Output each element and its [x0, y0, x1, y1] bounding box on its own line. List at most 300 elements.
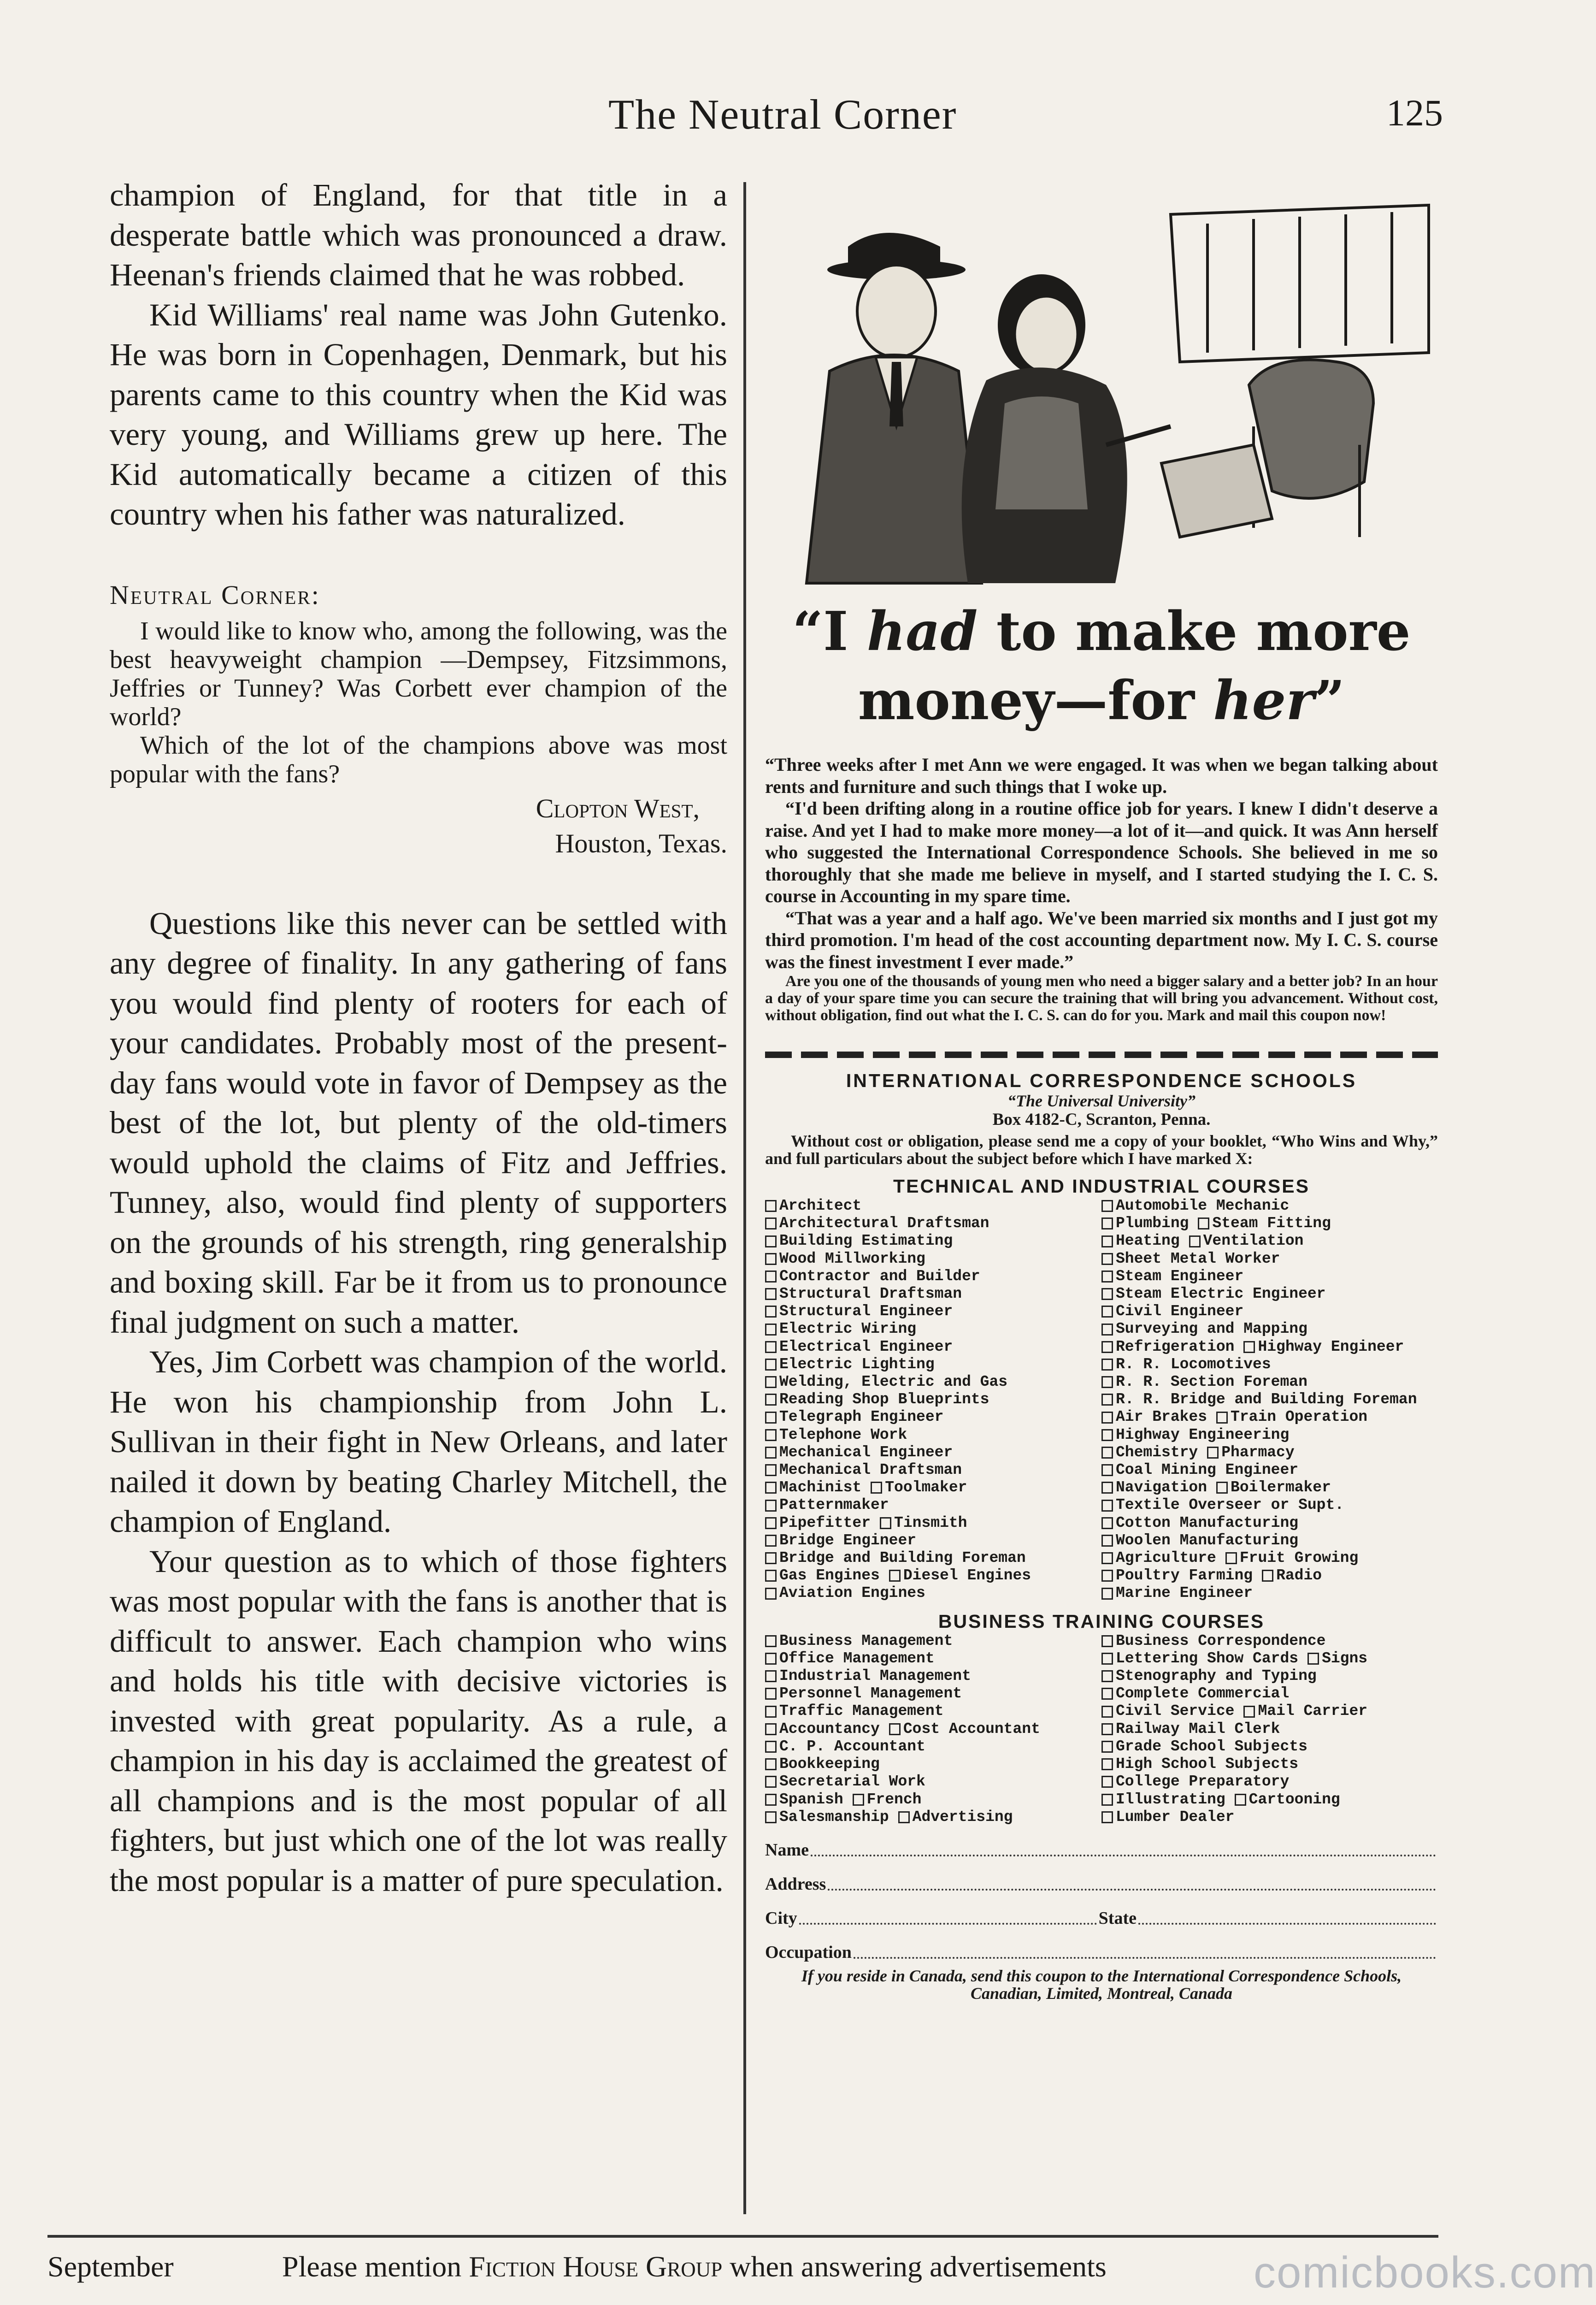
- course-label: Train Operation: [1231, 1408, 1368, 1426]
- course-option[interactable]: [1101, 1338, 1234, 1356]
- course-checkbox[interactable]: [1216, 1482, 1228, 1494]
- course-checkbox[interactable]: [765, 1306, 777, 1318]
- course-checkbox[interactable]: [1101, 1500, 1113, 1512]
- course-checkbox[interactable]: [765, 1670, 777, 1682]
- course-checkbox[interactable]: [1101, 1758, 1113, 1770]
- course-option[interactable]: [765, 1773, 925, 1791]
- course-label: Automobile Mechanic: [1116, 1197, 1290, 1214]
- course-row: [1101, 1479, 1438, 1496]
- course-row: [1101, 1632, 1438, 1650]
- course-label: Steam Electric Engineer: [1116, 1285, 1326, 1303]
- course-checkbox[interactable]: [1101, 1570, 1113, 1582]
- course-checkbox[interactable]: [765, 1741, 777, 1753]
- course-row: [765, 1303, 1101, 1320]
- course-checkbox[interactable]: [1101, 1324, 1113, 1336]
- couple-illustration: [765, 187, 1438, 588]
- course-label: Mechanical Engineer: [779, 1443, 953, 1461]
- course-row: [765, 1514, 1101, 1532]
- course-option[interactable]: [1101, 1702, 1234, 1720]
- course-checkbox[interactable]: [1101, 1447, 1113, 1459]
- fill-line[interactable]: [854, 1942, 1436, 1959]
- course-checkbox[interactable]: [1101, 1535, 1113, 1547]
- course-label: Navigation: [1116, 1479, 1207, 1496]
- course-option[interactable]: [765, 1755, 880, 1773]
- course-row: [765, 1532, 1101, 1549]
- course-checkbox[interactable]: [1207, 1447, 1219, 1459]
- course-row: [765, 1702, 1101, 1720]
- course-option[interactable]: [765, 1408, 943, 1426]
- course-option[interactable]: [765, 1285, 962, 1303]
- course-label: Telephone Work: [779, 1426, 907, 1443]
- course-row: [1101, 1567, 1438, 1584]
- course-option[interactable]: [1216, 1479, 1331, 1496]
- course-option[interactable]: [1243, 1702, 1367, 1720]
- course-label: Mail Carrier: [1258, 1702, 1368, 1720]
- course-checkbox[interactable]: [1101, 1741, 1113, 1753]
- course-option[interactable]: [765, 1250, 925, 1268]
- article-paragraph: champion of England, for that title in a desperate battle which was pronounced a draw. Heenan's friends claimed that he was robbed.: [110, 177, 727, 292]
- course-option[interactable]: [765, 1303, 953, 1320]
- course-checkbox[interactable]: [765, 1464, 777, 1476]
- course-option[interactable]: [1101, 1250, 1280, 1268]
- course-checkbox[interactable]: [765, 1341, 777, 1353]
- course-row: [1101, 1197, 1438, 1215]
- course-option[interactable]: [1101, 1514, 1298, 1532]
- course-option[interactable]: [1101, 1408, 1207, 1426]
- course-option[interactable]: [765, 1356, 935, 1373]
- course-checkbox[interactable]: [1101, 1517, 1113, 1529]
- course-option[interactable]: [1101, 1479, 1207, 1496]
- course-label: Machinist: [779, 1479, 862, 1496]
- course-row: [765, 1461, 1101, 1479]
- course-label: Cost Accountant: [903, 1720, 1040, 1738]
- course-label: Gas Engines: [779, 1567, 880, 1584]
- name-field[interactable]: [765, 1840, 1438, 1860]
- course-option[interactable]: [1101, 1650, 1298, 1667]
- course-checkbox[interactable]: [853, 1794, 864, 1806]
- course-option[interactable]: [1101, 1632, 1325, 1650]
- course-option[interactable]: [765, 1567, 880, 1584]
- course-checkbox[interactable]: [765, 1688, 777, 1700]
- course-label: Civil Service: [1116, 1702, 1235, 1720]
- course-checkbox[interactable]: [871, 1482, 882, 1494]
- course-checkbox[interactable]: [1101, 1670, 1113, 1682]
- course-label: Cotton Manufacturing: [1116, 1514, 1299, 1531]
- course-checkbox[interactable]: [1101, 1218, 1113, 1229]
- course-option[interactable]: [1235, 1791, 1340, 1809]
- course-label: Grade School Subjects: [1116, 1738, 1307, 1755]
- course-checkbox[interactable]: [1101, 1359, 1113, 1371]
- course-option[interactable]: [871, 1479, 967, 1496]
- course-option[interactable]: [1101, 1667, 1317, 1685]
- course-row: [1101, 1667, 1438, 1685]
- headline-part: “I: [792, 600, 867, 663]
- course-checkbox[interactable]: [1101, 1706, 1113, 1718]
- course-option[interactable]: [765, 1338, 953, 1356]
- course-option[interactable]: [1101, 1685, 1289, 1702]
- course-row: [765, 1285, 1101, 1303]
- course-option[interactable]: [1101, 1320, 1307, 1338]
- letter-signature-block: [110, 791, 727, 861]
- course-option[interactable]: [1101, 1232, 1180, 1250]
- course-label: Electric Lighting: [779, 1355, 935, 1373]
- course-label: French: [866, 1791, 922, 1808]
- course-label: Accountancy: [779, 1720, 880, 1738]
- letter-paragraph: Which of the lot of the champions above was most popular with the fans?: [110, 731, 727, 788]
- course-option[interactable]: [1101, 1549, 1216, 1567]
- footer-rule: [47, 2235, 1438, 2238]
- coupon-motto: “The Universal University”: [1007, 1092, 1196, 1110]
- course-label: Contractor and Builder: [779, 1267, 980, 1285]
- course-option[interactable]: [765, 1373, 1007, 1391]
- headline-part: ”: [1314, 669, 1345, 732]
- course-option[interactable]: [765, 1549, 1026, 1567]
- course-option[interactable]: [765, 1632, 953, 1650]
- course-label: Textile Overseer or Supt.: [1116, 1496, 1344, 1514]
- course-checkbox[interactable]: [765, 1552, 777, 1564]
- course-option[interactable]: [765, 1197, 861, 1215]
- course-label: Building Estimating: [779, 1232, 953, 1250]
- course-row: [1101, 1391, 1438, 1408]
- footer-note-text: Please mention: [282, 2250, 469, 2283]
- course-option[interactable]: [765, 1667, 971, 1685]
- course-checkbox[interactable]: [765, 1412, 777, 1424]
- course-row: [765, 1426, 1101, 1444]
- course-option[interactable]: [1101, 1773, 1289, 1791]
- course-checkbox[interactable]: [1235, 1794, 1246, 1806]
- course-row: [765, 1320, 1101, 1338]
- course-checkbox[interactable]: [765, 1235, 777, 1247]
- course-label: Toolmaker: [885, 1479, 967, 1496]
- course-label: Coal Mining Engineer: [1116, 1461, 1299, 1479]
- course-checkbox[interactable]: [889, 1723, 901, 1735]
- course-option[interactable]: [765, 1514, 871, 1532]
- footer-note-text: when answering advertisements: [722, 2250, 1107, 2283]
- course-option[interactable]: [1101, 1496, 1344, 1514]
- course-option[interactable]: [1101, 1738, 1307, 1755]
- course-checkbox[interactable]: [765, 1811, 777, 1823]
- course-checkbox[interactable]: [1101, 1235, 1113, 1247]
- course-checkbox[interactable]: [765, 1376, 777, 1388]
- footer-brand: Fiction House Group: [469, 2250, 723, 2283]
- course-row: [1101, 1303, 1438, 1320]
- course-row: [765, 1496, 1101, 1514]
- course-option[interactable]: [1101, 1426, 1289, 1444]
- course-option[interactable]: [880, 1514, 967, 1532]
- headline-emphasis: had: [866, 600, 978, 663]
- course-row: [1101, 1773, 1438, 1791]
- business-courses-heading: BUSINESS TRAINING COURSES: [938, 1610, 1265, 1632]
- course-checkbox[interactable]: [765, 1253, 777, 1265]
- course-checkbox[interactable]: [765, 1635, 777, 1647]
- course-row: [765, 1391, 1101, 1408]
- course-option[interactable]: [1262, 1567, 1322, 1584]
- course-label: Electric Wiring: [779, 1320, 917, 1338]
- course-option[interactable]: [1101, 1791, 1225, 1809]
- course-column: [1101, 1632, 1438, 1826]
- ad-paragraph: “I'd been drifting along in a routine office job for years. I knew I didn't deserve a raise. And yet I had to make more money—a lot of it—and quick. It was Ann herself who suggested the International Correspondence Schools. She believed in me so thoroughly that she made me believe in myself, and I started studying the I. C. S. course in Accounting in my spare time.: [765, 798, 1438, 906]
- course-checkbox[interactable]: [1101, 1482, 1113, 1494]
- course-checkbox[interactable]: [1101, 1653, 1113, 1665]
- course-option[interactable]: [1101, 1268, 1243, 1285]
- course-label: Marine Engineer: [1116, 1584, 1253, 1602]
- course-checkbox[interactable]: [1189, 1235, 1201, 1247]
- course-checkbox[interactable]: [765, 1758, 777, 1770]
- footer-note: [282, 2250, 1107, 2284]
- letter-paragraph: I would like to know who, among the following, was the best heavyweight champion —Dempsey, Fitzsimmons, Jeffries or Tunney? Was Corbett ever champion of the world?: [110, 616, 727, 731]
- course-checkbox[interactable]: [1243, 1341, 1255, 1353]
- course-option[interactable]: [1101, 1303, 1243, 1320]
- address-field[interactable]: [765, 1874, 1438, 1894]
- course-row: [1101, 1268, 1438, 1285]
- course-option[interactable]: [1307, 1650, 1367, 1667]
- course-label: Radio: [1276, 1567, 1322, 1584]
- course-checkbox[interactable]: [765, 1271, 777, 1283]
- course-row: [765, 1809, 1101, 1826]
- course-checkbox[interactable]: [1101, 1306, 1113, 1318]
- course-row: [765, 1373, 1101, 1391]
- course-label: Architectural Draftsman: [779, 1215, 989, 1232]
- course-option[interactable]: [1101, 1755, 1298, 1773]
- course-checkbox[interactable]: [765, 1794, 777, 1806]
- course-label: Business Correspondence: [1116, 1632, 1326, 1649]
- course-checkbox[interactable]: [1101, 1811, 1113, 1823]
- course-checkbox[interactable]: [1225, 1552, 1237, 1564]
- course-checkbox[interactable]: [765, 1570, 777, 1582]
- course-checkbox[interactable]: [1101, 1688, 1113, 1700]
- course-option[interactable]: [1216, 1408, 1367, 1426]
- course-label: Sheet Metal Worker: [1116, 1250, 1280, 1267]
- course-checkbox[interactable]: [1101, 1552, 1113, 1564]
- course-checkbox[interactable]: [1101, 1341, 1113, 1353]
- course-label: Highway Engineering: [1116, 1426, 1290, 1443]
- course-checkbox[interactable]: [765, 1200, 777, 1212]
- field-label: City: [765, 1908, 797, 1928]
- course-option[interactable]: [765, 1426, 907, 1444]
- course-checkbox[interactable]: [1216, 1412, 1228, 1424]
- course-row: [765, 1773, 1101, 1791]
- course-option[interactable]: [1101, 1567, 1253, 1584]
- course-checkbox[interactable]: [765, 1447, 777, 1459]
- course-checkbox[interactable]: [765, 1482, 777, 1494]
- course-checkbox[interactable]: [765, 1324, 777, 1336]
- course-label: Lumber Dealer: [1116, 1808, 1235, 1826]
- course-label: Advertising: [912, 1808, 1013, 1826]
- course-checkbox[interactable]: [889, 1570, 901, 1582]
- course-option[interactable]: [765, 1809, 889, 1826]
- course-label: Traffic Management: [779, 1702, 944, 1720]
- course-checkbox[interactable]: [898, 1811, 910, 1823]
- letter-heading: Neutral Corner:: [110, 579, 320, 610]
- course-row: [765, 1650, 1101, 1667]
- course-column: [765, 1197, 1101, 1602]
- course-option[interactable]: [1101, 1373, 1307, 1391]
- course-checkbox[interactable]: [1101, 1271, 1113, 1283]
- course-label: Chemistry: [1116, 1443, 1198, 1461]
- course-option[interactable]: [765, 1532, 916, 1549]
- course-option[interactable]: [765, 1702, 943, 1720]
- course-option[interactable]: [1101, 1391, 1417, 1408]
- course-row: [1101, 1373, 1438, 1391]
- course-checkbox[interactable]: [765, 1723, 777, 1735]
- course-checkbox[interactable]: [765, 1394, 777, 1406]
- course-checkbox[interactable]: [765, 1776, 777, 1788]
- course-checkbox[interactable]: [765, 1218, 777, 1229]
- course-row: [1101, 1532, 1438, 1549]
- course-option[interactable]: [765, 1320, 916, 1338]
- course-label: Agriculture: [1116, 1549, 1216, 1567]
- course-option[interactable]: [1101, 1809, 1234, 1826]
- course-row: [1101, 1232, 1438, 1250]
- ad-pitch: Are you one of the thousands of young men who need a bigger salary and a better job? In an hour a day of your spare time you can secure the training that will bring you advancement. Without cost, without obligation, find out what the I. C. S. can do for you. Mark and mail this coupon now!: [765, 973, 1438, 1024]
- course-checkbox[interactable]: [1101, 1723, 1113, 1735]
- ics-advertisement: [765, 187, 1438, 2002]
- course-option[interactable]: [1101, 1584, 1253, 1602]
- course-option[interactable]: [765, 1479, 861, 1496]
- article-column: [110, 175, 727, 1900]
- course-checkbox[interactable]: [1101, 1429, 1113, 1441]
- course-checkbox[interactable]: [765, 1517, 777, 1529]
- headline-part: to make more money—for: [858, 600, 1411, 732]
- course-checkbox[interactable]: [1101, 1288, 1113, 1300]
- course-checkbox[interactable]: [765, 1359, 777, 1371]
- course-option[interactable]: [898, 1809, 1013, 1826]
- course-option[interactable]: [1207, 1444, 1294, 1461]
- answer-paragraph: Yes, Jim Corbett was champion of the world. He won his championship from John L. Sullivan in their fight in New Orleans, and later nailed it down by beating Charley Mitchell, the champion of England.: [110, 1344, 727, 1539]
- course-label: Fruit Growing: [1239, 1549, 1359, 1567]
- course-checkbox[interactable]: [1101, 1412, 1113, 1424]
- course-checkbox[interactable]: [1101, 1588, 1113, 1600]
- fill-line[interactable]: [811, 1840, 1436, 1856]
- course-row: [765, 1549, 1101, 1567]
- course-label: Surveying and Mapping: [1116, 1320, 1307, 1338]
- letter-signature: Clopton West,: [536, 793, 700, 823]
- course-checkbox[interactable]: [1307, 1653, 1319, 1665]
- course-row: [1101, 1685, 1438, 1702]
- course-checkbox[interactable]: [765, 1500, 777, 1512]
- course-row: [1101, 1444, 1438, 1461]
- coupon-cut-line: [765, 1052, 1438, 1058]
- course-option[interactable]: [765, 1720, 880, 1738]
- course-checkbox[interactable]: [1101, 1253, 1113, 1265]
- course-label: Tinsmith: [894, 1514, 967, 1531]
- field-label: Name: [765, 1840, 809, 1860]
- course-row: [765, 1356, 1101, 1373]
- course-option[interactable]: [1189, 1232, 1304, 1250]
- course-label: Business Management: [779, 1632, 953, 1649]
- course-option[interactable]: [1101, 1532, 1298, 1549]
- course-checkbox[interactable]: [1262, 1570, 1273, 1582]
- fill-line[interactable]: [828, 1874, 1436, 1891]
- course-option[interactable]: [853, 1791, 922, 1809]
- course-label: R. R. Bridge and Building Foreman: [1116, 1391, 1417, 1408]
- course-option[interactable]: [1101, 1285, 1325, 1303]
- course-option[interactable]: [765, 1791, 843, 1809]
- city-state-field[interactable]: [765, 1908, 1438, 1928]
- course-option[interactable]: [765, 1650, 935, 1667]
- course-option[interactable]: [889, 1567, 1031, 1584]
- course-checkbox[interactable]: [1101, 1200, 1113, 1212]
- course-row: [1101, 1320, 1438, 1338]
- course-option[interactable]: [765, 1461, 962, 1479]
- course-option[interactable]: [765, 1738, 925, 1755]
- course-option[interactable]: [765, 1215, 989, 1232]
- course-checkbox[interactable]: [1198, 1218, 1209, 1229]
- course-option[interactable]: [765, 1685, 962, 1702]
- course-label: Patternmaker: [779, 1496, 889, 1514]
- answer-paragraph: Questions like this never can be settled with any degree of finality. In any gathering of fans you would find plenty of rooters for each of your candidates. Probably most of the present-day fans would vote in favor of Dempsey as the best of the lot, but plenty of the old-timers would uphold the claims of Fitz and Jeffries. Tunney, also, would find plenty of supporters on the grounds of his strength, ring generalship and boxing skill. Far be it from us to pronounce final judgment on such a matter.: [110, 905, 727, 1340]
- course-option[interactable]: [889, 1720, 1040, 1738]
- course-row: [1101, 1461, 1438, 1479]
- course-row: [765, 1667, 1101, 1685]
- course-label: Poultry Farming: [1116, 1567, 1253, 1584]
- course-checkbox[interactable]: [765, 1429, 777, 1441]
- course-label: C. P. Accountant: [779, 1738, 925, 1755]
- course-row: [1101, 1285, 1438, 1303]
- occupation-field[interactable]: [765, 1942, 1438, 1962]
- course-option[interactable]: [765, 1496, 889, 1514]
- course-option[interactable]: [765, 1584, 925, 1602]
- coupon-intro: Without cost or obligation, please send me a copy of your booklet, “Who Wins and Why,” and full particulars about the subject before which I have marked X:: [765, 1132, 1438, 1168]
- course-row: [1101, 1250, 1438, 1268]
- course-row: [1101, 1584, 1438, 1602]
- course-label: Plumbing: [1116, 1215, 1189, 1232]
- footer-month: September: [47, 2250, 174, 2283]
- course-row: [765, 1685, 1101, 1702]
- course-option[interactable]: [765, 1444, 953, 1461]
- course-option[interactable]: [1243, 1338, 1404, 1356]
- course-row: [765, 1444, 1101, 1461]
- course-checkbox[interactable]: [1101, 1635, 1113, 1647]
- course-option[interactable]: [1101, 1356, 1271, 1373]
- fill-line[interactable]: [1138, 1908, 1436, 1925]
- course-label: Mechanical Draftsman: [779, 1461, 962, 1479]
- course-checkbox[interactable]: [1243, 1706, 1255, 1718]
- course-row: [1101, 1426, 1438, 1444]
- course-option[interactable]: [1101, 1444, 1198, 1461]
- course-checkbox[interactable]: [765, 1288, 777, 1300]
- course-checkbox[interactable]: [765, 1535, 777, 1547]
- course-label: Highway Engineer: [1258, 1338, 1404, 1355]
- course-option[interactable]: [765, 1232, 953, 1250]
- course-checkbox[interactable]: [765, 1706, 777, 1718]
- technical-courses: [765, 1197, 1438, 1602]
- course-checkbox[interactable]: [765, 1588, 777, 1600]
- course-row: [765, 1720, 1101, 1738]
- course-checkbox[interactable]: [1101, 1376, 1113, 1388]
- course-checkbox[interactable]: [880, 1517, 891, 1529]
- course-option[interactable]: [1101, 1215, 1189, 1232]
- course-option[interactable]: [1101, 1197, 1289, 1215]
- course-checkbox[interactable]: [1101, 1464, 1113, 1476]
- course-option[interactable]: [1101, 1720, 1280, 1738]
- course-option[interactable]: [1198, 1215, 1331, 1232]
- course-label: Structural Draftsman: [779, 1285, 962, 1303]
- course-label: Reading Shop Blueprints: [779, 1391, 989, 1408]
- course-checkbox[interactable]: [765, 1653, 777, 1665]
- course-option[interactable]: [765, 1391, 989, 1408]
- course-checkbox[interactable]: [1101, 1794, 1113, 1806]
- course-checkbox[interactable]: [1101, 1394, 1113, 1406]
- course-option[interactable]: [765, 1268, 980, 1285]
- course-label: Electrical Engineer: [779, 1338, 953, 1355]
- course-option[interactable]: [1225, 1549, 1358, 1567]
- fill-line[interactable]: [799, 1908, 1097, 1925]
- course-label: Stenography and Typing: [1116, 1667, 1317, 1685]
- course-label: Refrigeration: [1116, 1338, 1235, 1355]
- course-checkbox[interactable]: [1101, 1776, 1113, 1788]
- course-option[interactable]: [1101, 1461, 1298, 1479]
